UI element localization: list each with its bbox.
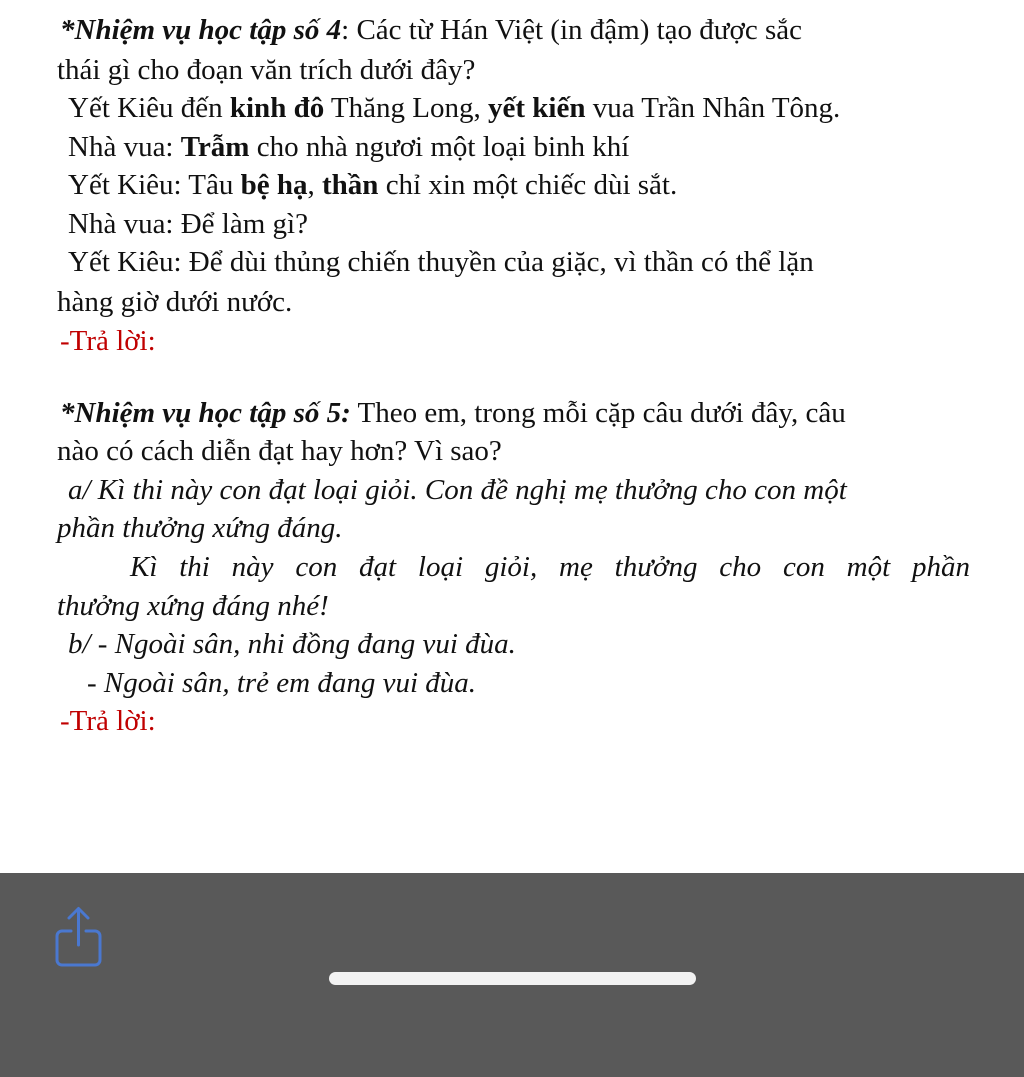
pair-a-line-1: a/ Kì thi này con đạt loại giỏi. Con đề nghị mẹ thưởng cho con một [68,474,847,506]
share-button[interactable] [50,903,110,973]
dialogue-text: Thăng Long, [324,92,488,124]
dialogue-text: , [307,169,323,201]
dialogue-text: Nhà vua: [68,131,181,163]
dialogue-text: Yết Kiêu đến [68,92,230,124]
task4-answer-label: -Trả lời: [60,325,156,357]
han-viet-word: Trẫm [180,131,250,163]
dialogue-text: cho nhà ngươi một loại binh khí [249,131,630,163]
task5-heading-bold: *Nhiệm vụ học tập số 5: [60,397,351,429]
dialogue-line-2 [68,128,629,166]
dialogue-line-5: Yết Kiêu: Để dùi thủng chiến thuyền của giặc, vì thần có thể lặn [68,246,814,278]
task5-heading [60,394,846,432]
han-viet-word: kinh đô [229,92,325,124]
dialogue-line-4: Nhà vua: Để làm gì? [68,208,308,240]
task5-answer-label: -Trả lời: [60,705,156,737]
task4-heading-line2: thái gì cho đoạn văn trích dưới đây? [57,54,476,86]
dialogue-line-6: hàng giờ dưới nước. [57,286,293,318]
task5-heading-line2: nào có cách diễn đạt hay hơn? Vì sao? [57,435,502,467]
share-icon [50,903,110,973]
han-viet-word: yết kiến [487,92,586,124]
dialogue-text: vua Trần Nhân Tông. [585,92,841,124]
home-indicator[interactable] [329,972,696,985]
pair-a-line-2: phần thưởng xứng đáng. [57,512,343,544]
task5-heading-rest: Theo em, trong mỗi cặp câu dưới đây, câu [350,397,846,429]
dialogue-line-3 [68,166,677,204]
task4-heading-rest: : Các từ Hán Việt (in đậm) tạo được sắc [341,14,802,46]
han-viet-word: bệ hạ [240,169,308,201]
pair-a-line-4: thưởng xứng đáng nhé! [57,590,329,622]
dialogue-text: chỉ xin một chiếc dùi sắt. [378,169,678,201]
dialogue-line-1 [68,89,840,127]
task4-heading [60,11,802,49]
dialogue-text: Yết Kiêu: Tâu [68,169,241,201]
task4-heading-bold: *Nhiệm vụ học tập số 4 [60,14,342,46]
pair-b-line-1: b/ - Ngoài sân, nhi đồng đang vui đùa. [68,628,516,660]
pair-a-line-3: Kì thi này con đạt loại giỏi, mẹ thưởng cho con một phần [130,551,970,583]
pair-b-line-2: - Ngoài sân, trẻ em đang vui đùa. [87,667,477,699]
han-viet-word: thần [322,169,379,201]
